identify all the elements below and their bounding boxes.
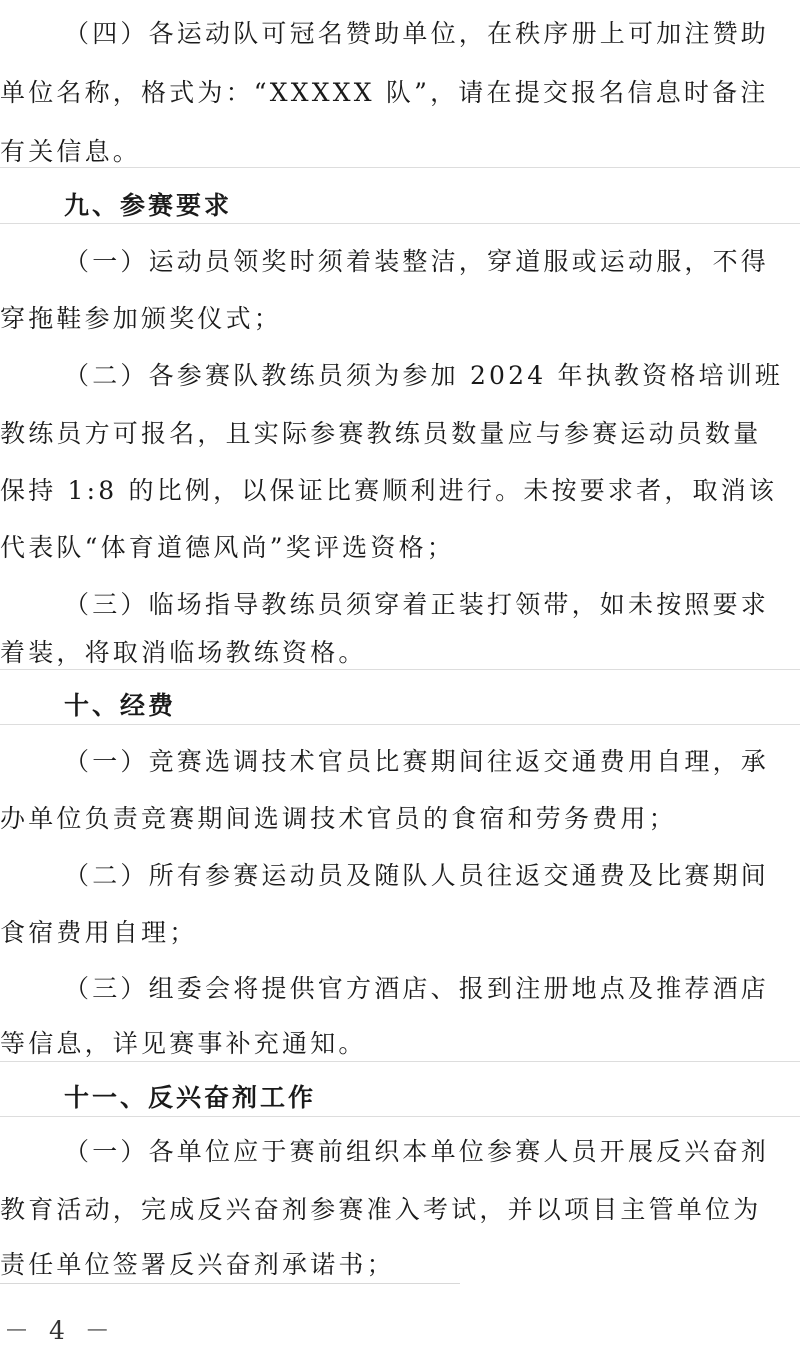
divider xyxy=(0,724,800,725)
paragraph-line: 教育活动，完成反兴奋剂参赛准入考试，并以项目主管单位为 xyxy=(0,1195,762,1224)
paragraph-line: （一）运动员领奖时须着装整洁，穿道服或运动服，不得 xyxy=(64,247,770,276)
divider xyxy=(0,167,800,168)
paragraph-line: 有关信息。 xyxy=(0,137,142,166)
paragraph-line: 责任单位签署反兴奋剂承诺书； xyxy=(0,1250,395,1279)
paragraph-line: （四）各运动队可冠名赞助单位，在秩序册上可加注赞助 xyxy=(64,19,770,48)
divider xyxy=(0,669,800,670)
paragraph-line: 代表队“体育道德风尚”奖评选资格； xyxy=(0,533,455,562)
section-heading: 十一、反兴奋剂工作 xyxy=(64,1083,317,1112)
paragraph-line: 办单位负责竞赛期间选调技术官员的食宿和劳务费用； xyxy=(0,804,677,833)
section-heading: 九、参赛要求 xyxy=(64,191,233,220)
paragraph-line: 着装，将取消临场教练资格。 xyxy=(0,638,367,667)
paragraph-line: （一）各单位应于赛前组织本单位参赛人员开展反兴奋剂 xyxy=(64,1137,770,1166)
paragraph-line: （三）临场指导教练员须穿着正装打领带，如未按照要求 xyxy=(64,590,770,619)
divider xyxy=(0,223,800,224)
paragraph-line: 单位名称，格式为：“XXXXX 队”，请在提交报名信息时备注 xyxy=(0,78,769,107)
footer-rule xyxy=(0,1283,460,1284)
page-number: － 4 － xyxy=(4,1316,116,1345)
paragraph-line: （二）各参赛队教练员须为参加 2024 年执教资格培训班 xyxy=(64,361,784,390)
paragraph-line: 食宿费用自理； xyxy=(0,918,198,947)
paragraph-line: 保持 1:8 的比例，以保证比赛顺利进行。未按要求者，取消该 xyxy=(0,476,778,505)
paragraph-line: （二）所有参赛运动员及随队人员往返交通费及比赛期间 xyxy=(64,861,770,890)
section-heading: 十、经费 xyxy=(64,691,177,720)
paragraph-line: 教练员方可报名，且实际参赛教练员数量应与参赛运动员数量 xyxy=(0,419,762,448)
paragraph-line: 等信息，详见赛事补充通知。 xyxy=(0,1029,367,1058)
divider xyxy=(0,1116,800,1117)
divider xyxy=(0,1061,800,1062)
paragraph-line: 穿拖鞋参加颁奖仪式； xyxy=(0,304,283,333)
paragraph-line: （一）竞赛选调技术官员比赛期间往返交通费用自理，承 xyxy=(64,747,770,776)
paragraph-line: （三）组委会将提供官方酒店、报到注册地点及推荐酒店 xyxy=(64,974,770,1003)
